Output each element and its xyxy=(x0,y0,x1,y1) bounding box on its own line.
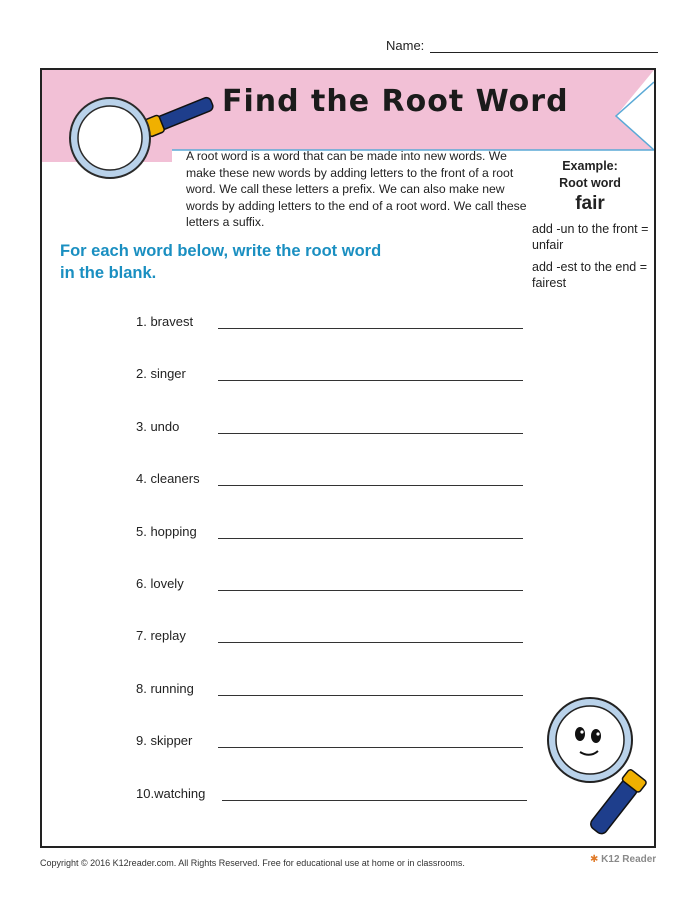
worksheet-frame xyxy=(40,68,656,848)
intro-paragraph: A root word is a word that can be made into new words. We make these new words by adding letters to the front of a root word. We call these letters a prefix. We can also make new words by adding letters to the end of a root word. We call these letters a suffix. xyxy=(186,149,527,229)
logo-text: K12 Reader xyxy=(601,854,657,865)
word-label: 2. singer xyxy=(136,366,186,382)
list-item xyxy=(136,524,536,576)
word-label: 6. lovely xyxy=(136,575,184,591)
list-item xyxy=(136,681,536,733)
worksheet-title: Find the Root Word xyxy=(222,84,569,119)
list-item xyxy=(136,314,536,366)
answer-blank[interactable] xyxy=(218,538,523,539)
word-list xyxy=(136,314,536,838)
answer-blank[interactable] xyxy=(218,485,523,486)
example-subheading: Root word xyxy=(559,176,621,190)
word-label: 3. undo xyxy=(136,418,180,434)
word-label: 7. replay xyxy=(136,628,186,644)
k12-reader-logo xyxy=(590,854,656,865)
answer-blank[interactable] xyxy=(218,642,523,643)
answer-blank[interactable] xyxy=(218,380,523,381)
list-item xyxy=(136,733,536,785)
answer-blank[interactable] xyxy=(218,747,523,748)
example-note-prefix: add -un to the front = unfair xyxy=(532,222,649,252)
word-label: 9. skipper xyxy=(136,733,193,749)
answer-blank[interactable] xyxy=(222,800,527,801)
example-heading: Example: xyxy=(562,159,618,173)
list-item xyxy=(136,366,536,418)
example-note-suffix: add -est to the end = fairest xyxy=(532,260,648,290)
list-item xyxy=(136,471,536,523)
example-box xyxy=(530,158,650,297)
word-label: 5. hopping xyxy=(136,523,197,539)
word-label: 4. cleaners xyxy=(136,471,200,487)
logo-mark-icon: ✱ xyxy=(590,854,599,865)
name-label: Name: xyxy=(386,38,425,53)
list-item xyxy=(136,419,536,471)
cartoon-magnifier-icon xyxy=(540,694,656,844)
name-line[interactable] xyxy=(430,52,658,53)
word-label: 10.watching xyxy=(136,785,206,801)
answer-blank[interactable] xyxy=(218,433,523,434)
example-root-word: fair xyxy=(575,193,605,214)
copyright-text: Copyright © 2016 K12reader.com. All Rights Reserved. Free for educational use at home or in classrooms. xyxy=(40,858,465,868)
list-item xyxy=(136,576,536,628)
list-item xyxy=(136,628,536,680)
answer-blank[interactable] xyxy=(218,590,523,591)
word-label: 8. running xyxy=(136,680,194,696)
answer-blank[interactable] xyxy=(218,695,523,696)
word-label: 1. bravest xyxy=(136,314,194,329)
list-item xyxy=(136,786,536,838)
instruction-text: For each word below, write the root word in the blank. xyxy=(60,242,382,282)
answer-blank[interactable] xyxy=(218,328,523,329)
